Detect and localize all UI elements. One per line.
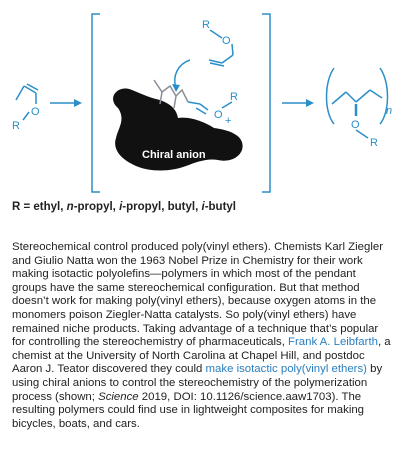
reaction-scheme-svg (0, 0, 400, 200)
oxocarbenium-r-label: R (230, 91, 238, 103)
legend-text: -butyl (204, 201, 237, 213)
caption-text: 2019, DOI: 10.1126/science.aaw1703). The resulting polymers could find use in lightweight composites for making bicycles, boats, and cars. (12, 390, 365, 430)
reaction-arrow-1 (50, 99, 82, 107)
reaction-arrow-2 (282, 99, 314, 107)
monomer-oxygen-label: O (31, 106, 40, 118)
oxocarbenium-oxygen-label: O (214, 109, 223, 121)
legend-text: -propyl, (73, 201, 120, 213)
incoming-oxygen-label: O (222, 35, 231, 47)
chiral-anion-label: Chiral anion (142, 149, 206, 161)
chain-end-bonds (188, 102, 232, 114)
product-oxygen-label: O (351, 119, 360, 131)
legend-text: R = ethyl, (12, 201, 67, 213)
caption-text: Chemists Karl Ziegler and Giulio Natta won the 1963 Nobel Prize in Chemistry for their work making isotactic polyolefins—polymers in which most of the pendant groups have the same stereochemical configuration. But that method doesn’t work for making poly(vinyl ethers), because oxygen atoms in the monomers poison Ziegler-Natta catalysts. So poly(vinyl ethers) have remained niche products. Taking advantage of a technique that’s popular for controlling the stereochemistry of pharmaceuticals, (12, 241, 383, 349)
incoming-r-label: R (202, 19, 210, 31)
figure-caption (12, 241, 392, 431)
reaction-scheme-figure (0, 0, 400, 230)
legend-italic-i: i (119, 201, 123, 213)
curved-attack-arrow (175, 60, 190, 88)
caption-text: , a chemist at the University of North Carolina at Chapel Hill, and postdoc Aaron J. Teator discovered they could (12, 336, 391, 376)
monomer-r-label: R (12, 120, 20, 132)
r-group-legend (12, 201, 392, 213)
isotactic-paper-link[interactable]: make isotactic poly(vinyl ethers) (205, 363, 367, 376)
legend-italic-i: i (201, 201, 205, 213)
legend-italic-n: n (66, 201, 74, 213)
caption-lead: Stereochemical control produced poly(vinyl ethers). (12, 241, 271, 253)
caption-text: by using chiral anions to control the stereochemistry of the polymerization process (shown; (12, 363, 383, 403)
legend-text: -propyl, butyl, (122, 201, 202, 213)
repeat-unit-n: n (386, 105, 393, 117)
product-r-label: R (370, 137, 378, 149)
journal-name: Science (98, 390, 139, 403)
oxocarbenium-charge: + (225, 115, 232, 127)
leibfarth-link[interactable]: Frank A. Leibfarth (288, 336, 378, 349)
